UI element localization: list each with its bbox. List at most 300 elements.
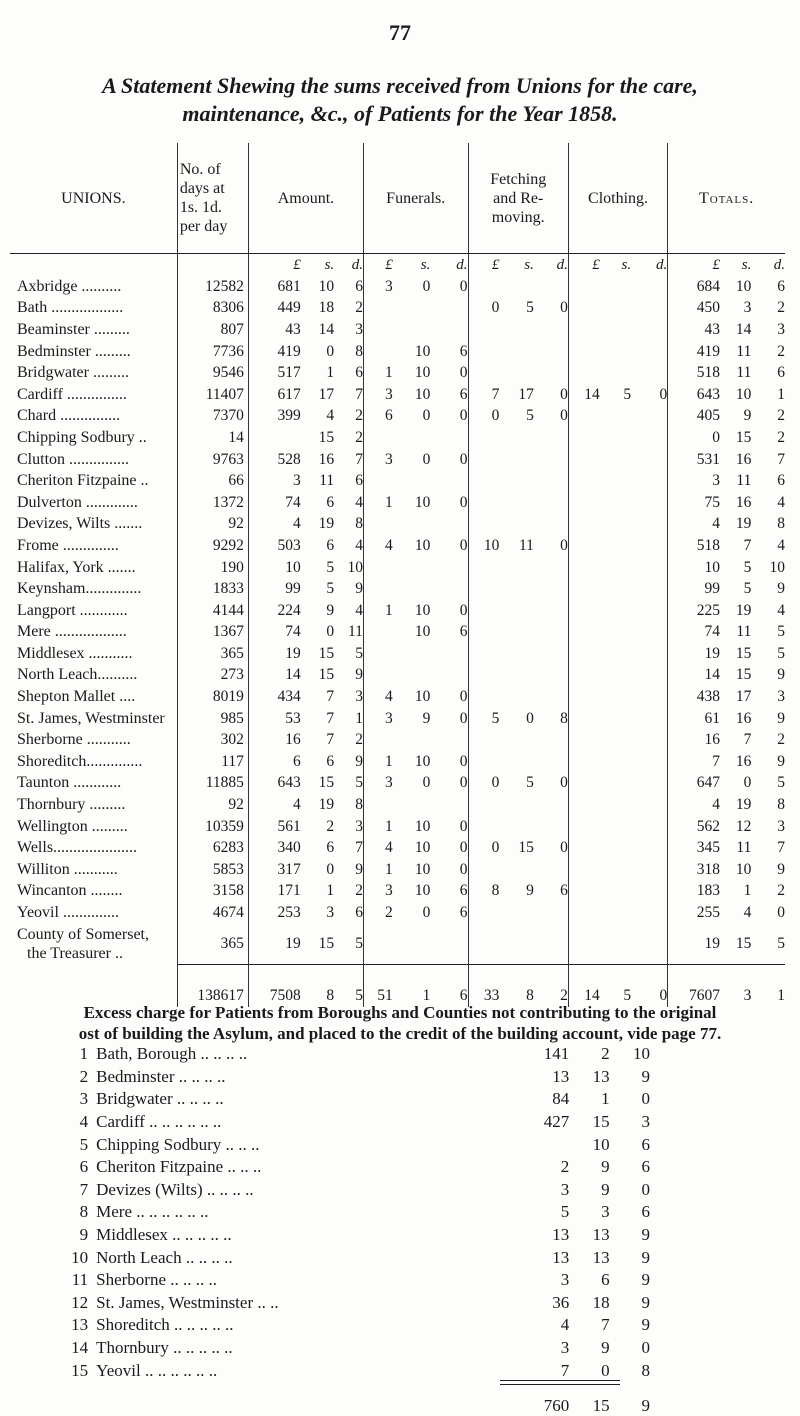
fetching-pounds bbox=[468, 643, 499, 665]
union-days: 11407 bbox=[177, 384, 248, 406]
list-item bbox=[50, 1156, 650, 1179]
union-name: Cardiff ............... bbox=[17, 385, 127, 403]
excess-item-name: Thornbury .. .. .. .. .. bbox=[96, 1338, 233, 1358]
total-shillings: 19 bbox=[735, 796, 752, 814]
amount-pence: 3 bbox=[355, 320, 363, 338]
total-pence: 3 bbox=[777, 320, 785, 338]
list-item bbox=[50, 1066, 650, 1089]
union-name: Yeovil .............. bbox=[17, 904, 119, 922]
total-pounds: 405 bbox=[668, 406, 720, 428]
table-row bbox=[10, 470, 785, 492]
union-days: 8306 bbox=[177, 298, 248, 320]
total-shillings: 7 bbox=[743, 536, 752, 554]
fetching-shillings bbox=[499, 449, 534, 471]
excess-total-double-rule bbox=[500, 1380, 620, 1385]
excess-item-pence: 9 bbox=[641, 1247, 650, 1267]
county-row bbox=[10, 924, 785, 965]
amount-shillings: 4 bbox=[326, 407, 335, 425]
fetching-shillings: 9 bbox=[526, 882, 534, 900]
union-days: 9763 bbox=[177, 449, 248, 471]
union-name: Wellington ......... bbox=[17, 817, 128, 835]
excess-charge-list bbox=[50, 1043, 650, 1416]
fetching-pounds bbox=[468, 470, 499, 492]
funerals-pounds: 6 bbox=[363, 406, 392, 428]
funerals-pounds bbox=[363, 665, 392, 687]
total-pence: 2 bbox=[777, 428, 785, 446]
union-name: Frome .............. bbox=[17, 536, 119, 554]
excess-item-name: Yeovil .. .. .. .. .. .. bbox=[96, 1360, 218, 1380]
funerals-shillings: 0 bbox=[422, 774, 431, 792]
table-row bbox=[10, 773, 785, 795]
unit-pence: d. bbox=[556, 256, 568, 273]
total-pounds: 450 bbox=[668, 298, 720, 320]
table-row bbox=[10, 557, 785, 579]
fetching-pounds: 8 bbox=[468, 881, 499, 903]
amount-pence: 6 bbox=[355, 904, 363, 922]
fetching-pounds bbox=[468, 794, 499, 816]
fetching-shillings bbox=[499, 859, 534, 881]
funerals-shillings: 9 bbox=[422, 709, 431, 727]
clothing-pounds bbox=[568, 643, 599, 665]
fetching-pence bbox=[534, 578, 569, 600]
total-pounds: 14 bbox=[668, 665, 720, 687]
clothing-pounds bbox=[568, 665, 599, 687]
unit-shilling: s. bbox=[420, 256, 431, 273]
amount-pounds: 434 bbox=[248, 686, 300, 708]
fetching-pence: 8 bbox=[560, 709, 568, 727]
amount-pence: 9 bbox=[355, 860, 363, 878]
total-pounds: 225 bbox=[668, 600, 720, 622]
funerals-pence bbox=[430, 470, 468, 492]
amount-pounds: 74 bbox=[248, 622, 300, 644]
total-shillings: 16 bbox=[735, 493, 752, 511]
amount-shillings: 15 bbox=[318, 774, 335, 792]
header-days-line-4: per day bbox=[179, 218, 228, 235]
union-days: 11885 bbox=[177, 773, 248, 795]
funerals-shillings: 10 bbox=[414, 385, 431, 403]
amount-pounds: 171 bbox=[248, 881, 300, 903]
clothing-pence bbox=[631, 902, 668, 924]
excess-item-name: Devizes (Wilts) .. .. .. .. bbox=[96, 1179, 254, 1199]
heading-line-1: A Statement Shewing the sums received from Unions for the care, bbox=[102, 73, 698, 98]
amount-pounds: 617 bbox=[248, 384, 300, 406]
funerals-pounds: 3 bbox=[363, 708, 392, 730]
total-pounds: 43 bbox=[668, 319, 720, 341]
total-pence: 10 bbox=[769, 558, 785, 576]
funerals-pounds bbox=[363, 427, 392, 449]
total-shillings: 3 bbox=[743, 299, 752, 317]
funerals-pence bbox=[430, 514, 468, 536]
fetching-shillings bbox=[499, 622, 534, 644]
fetching-pence: 0 bbox=[560, 385, 568, 403]
table-row bbox=[10, 514, 785, 536]
funerals-shillings: 0 bbox=[422, 277, 431, 295]
fetching-pence bbox=[534, 362, 569, 384]
header-unions: UNIONS. bbox=[10, 143, 177, 254]
amount-shillings: 6 bbox=[326, 752, 335, 770]
amount-pence: 4 bbox=[355, 536, 363, 554]
fetching-shillings bbox=[499, 470, 534, 492]
excess-item-number: 8 bbox=[79, 1202, 89, 1222]
funerals-pence: 0 bbox=[459, 536, 468, 554]
excess-item-name: Cheriton Fitzpaine .. .. .. bbox=[96, 1157, 262, 1177]
funerals-shillings: 10 bbox=[414, 536, 431, 554]
union-name: Chard ............... bbox=[17, 407, 121, 425]
union-days: 14 bbox=[177, 427, 248, 449]
clothing-pence bbox=[631, 837, 668, 859]
amount-shillings: 0 bbox=[326, 623, 335, 641]
excess-item-number: 5 bbox=[79, 1134, 89, 1154]
funerals-pence: 0 bbox=[459, 709, 468, 727]
amount-pence: 7 bbox=[355, 385, 363, 403]
clothing-pounds bbox=[568, 341, 599, 363]
excess-item-pence: 9 bbox=[641, 1066, 650, 1086]
funerals-pounds bbox=[363, 470, 392, 492]
excess-item-number: 15 bbox=[71, 1360, 89, 1380]
funerals-pounds bbox=[363, 643, 392, 665]
funerals-pence: 6 bbox=[459, 623, 468, 641]
excess-item-shillings: 7 bbox=[601, 1315, 610, 1335]
total-shillings: 19 bbox=[735, 515, 752, 533]
fetching-pounds bbox=[468, 600, 499, 622]
union-name: Shoreditch.............. bbox=[17, 752, 143, 770]
amount-shillings: 5 bbox=[326, 558, 335, 576]
fetching-pence bbox=[534, 514, 569, 536]
excess-item-pounds: 141 bbox=[543, 1044, 570, 1064]
totals-amount-pence: 5 bbox=[334, 964, 363, 1007]
fetching-pence bbox=[534, 341, 569, 363]
table-row bbox=[10, 600, 785, 622]
fetching-shillings: 5 bbox=[526, 774, 534, 792]
amount-pence: 1 bbox=[355, 709, 363, 727]
fetching-shillings bbox=[499, 794, 534, 816]
funerals-shillings: 10 bbox=[414, 882, 431, 900]
amount-pounds: 19 bbox=[248, 643, 300, 665]
amount-shillings: 0 bbox=[326, 860, 335, 878]
clothing-pence bbox=[631, 794, 668, 816]
total-shillings: 15 bbox=[735, 428, 752, 446]
totals-fetching-pence: 2 bbox=[534, 964, 569, 1007]
amount-pounds: 16 bbox=[248, 729, 300, 751]
excess-note-line-2: ost of building the Asylum, and placed to the credit of the building account, vide page 77. bbox=[78, 1024, 722, 1043]
clothing-shillings bbox=[600, 686, 631, 708]
funerals-shillings: 0 bbox=[422, 904, 431, 922]
clothing-pence bbox=[631, 341, 668, 363]
excess-item-shillings: 18 bbox=[592, 1292, 610, 1312]
amount-shillings: 7 bbox=[326, 709, 335, 727]
total-pounds: 7 bbox=[668, 751, 720, 773]
total-pence: 2 bbox=[777, 882, 785, 900]
excess-item-name: Sherborne .. .. .. .. bbox=[96, 1270, 218, 1290]
fetching-shillings bbox=[499, 341, 534, 363]
amount-pence: 2 bbox=[355, 882, 363, 900]
clothing-pence bbox=[631, 427, 668, 449]
unit-shilling: s. bbox=[621, 256, 632, 273]
amount-pounds: 224 bbox=[248, 600, 300, 622]
clothing-shillings bbox=[600, 406, 631, 428]
clothing-pounds bbox=[568, 406, 599, 428]
unit-blank bbox=[10, 254, 177, 277]
total-shillings: 17 bbox=[735, 688, 752, 706]
excess-item-pence: 8 bbox=[641, 1360, 650, 1380]
funerals-pounds bbox=[363, 729, 392, 751]
excess-item-name: Bath, Borough .. .. .. .. bbox=[96, 1044, 248, 1064]
amount-shillings: 1 bbox=[326, 882, 335, 900]
excess-item-name: Middlesex .. .. .. .. .. bbox=[96, 1225, 232, 1245]
clothing-pounds: 14 bbox=[568, 384, 599, 406]
clothing-pounds bbox=[568, 514, 599, 536]
county-total-pounds: 19 bbox=[668, 924, 720, 965]
fetching-pence bbox=[534, 859, 569, 881]
total-pounds: 19 bbox=[668, 643, 720, 665]
funerals-shillings bbox=[393, 729, 431, 751]
table-body bbox=[10, 254, 785, 924]
total-pence: 4 bbox=[777, 536, 785, 554]
list-item bbox=[50, 1246, 650, 1269]
excess-item-pounds bbox=[477, 1133, 569, 1156]
header-fetching-line-2: and Re- bbox=[493, 189, 544, 207]
fetching-pounds: 0 bbox=[468, 773, 499, 795]
fetching-pounds: 10 bbox=[468, 535, 499, 557]
union-days: 4674 bbox=[177, 902, 248, 924]
amount-shillings: 15 bbox=[318, 666, 335, 684]
funerals-pounds: 2 bbox=[363, 902, 392, 924]
fetching-shillings bbox=[499, 751, 534, 773]
funerals-pounds: 3 bbox=[363, 773, 392, 795]
unit-pound: £ bbox=[363, 254, 392, 277]
amount-pounds: 43 bbox=[248, 319, 300, 341]
funerals-shillings bbox=[393, 557, 431, 579]
total-pence: 6 bbox=[777, 364, 785, 382]
union-statement-table bbox=[10, 143, 785, 1007]
table-row bbox=[10, 837, 785, 859]
fetching-shillings bbox=[499, 427, 534, 449]
amount-pounds bbox=[248, 427, 300, 449]
funerals-shillings bbox=[393, 794, 431, 816]
clothing-pounds bbox=[568, 427, 599, 449]
fetching-pence bbox=[534, 622, 569, 644]
list-item bbox=[50, 1088, 650, 1111]
clothing-pounds bbox=[568, 686, 599, 708]
union-name: Middlesex ........... bbox=[17, 644, 133, 662]
funerals-shillings: 10 bbox=[414, 364, 431, 382]
total-shillings: 10 bbox=[735, 277, 752, 295]
funerals-pounds: 3 bbox=[363, 276, 392, 298]
table-row bbox=[10, 643, 785, 665]
excess-item-number: 10 bbox=[71, 1247, 89, 1267]
amount-pence: 8 bbox=[355, 515, 363, 533]
fetching-pence bbox=[534, 600, 569, 622]
total-shillings: 10 bbox=[735, 385, 752, 403]
total-pounds: 562 bbox=[668, 816, 720, 838]
totals-fetching-shillings: 8 bbox=[499, 964, 534, 1007]
fetching-shillings: 5 bbox=[526, 407, 534, 425]
table-row bbox=[10, 881, 785, 903]
fetching-pence bbox=[534, 794, 569, 816]
funerals-pounds: 1 bbox=[363, 816, 392, 838]
fetching-pounds bbox=[468, 514, 499, 536]
union-name: Mere .................. bbox=[17, 623, 127, 641]
clothing-pounds bbox=[568, 276, 599, 298]
funerals-shillings: 10 bbox=[414, 817, 431, 835]
clothing-shillings bbox=[600, 773, 631, 795]
amount-pounds: 449 bbox=[248, 298, 300, 320]
excess-item-pence: 9 bbox=[641, 1270, 650, 1290]
list-item bbox=[50, 1133, 650, 1156]
amount-shillings: 15 bbox=[318, 644, 335, 662]
clothing-shillings bbox=[600, 794, 631, 816]
excess-item-pence: 0 bbox=[641, 1179, 650, 1199]
fetching-pounds: 5 bbox=[468, 708, 499, 730]
total-shillings: 11 bbox=[736, 472, 752, 490]
clothing-pounds bbox=[568, 622, 599, 644]
table-row bbox=[10, 816, 785, 838]
fetching-shillings: 0 bbox=[526, 709, 534, 727]
fetching-pounds: 0 bbox=[468, 298, 499, 320]
fetching-shillings bbox=[499, 643, 534, 665]
excess-total-pounds: 760 bbox=[543, 1395, 570, 1415]
total-pence: 8 bbox=[777, 515, 785, 533]
fetching-pence bbox=[534, 729, 569, 751]
totals-days: 138617 bbox=[177, 964, 248, 1007]
clothing-pounds bbox=[568, 859, 599, 881]
amount-pence: 6 bbox=[355, 472, 363, 490]
fetching-pence bbox=[534, 470, 569, 492]
amount-shillings: 11 bbox=[319, 472, 335, 490]
clothing-shillings bbox=[600, 298, 631, 320]
fetching-pounds bbox=[468, 319, 499, 341]
union-name: Wells..................... bbox=[17, 839, 138, 857]
fetching-pence bbox=[534, 319, 569, 341]
total-pounds: 255 bbox=[668, 902, 720, 924]
list-item bbox=[50, 1043, 650, 1066]
unit-pound: £ bbox=[468, 254, 499, 277]
fetching-pounds bbox=[468, 686, 499, 708]
union-name: Thornbury ......... bbox=[17, 796, 126, 814]
fetching-pounds bbox=[468, 578, 499, 600]
clothing-shillings bbox=[600, 276, 631, 298]
totals-funerals-pounds: 51 bbox=[363, 964, 392, 1007]
fetching-pounds bbox=[468, 341, 499, 363]
funerals-shillings bbox=[393, 578, 431, 600]
amount-shillings: 3 bbox=[326, 904, 335, 922]
table-row bbox=[10, 492, 785, 514]
clothing-pence bbox=[631, 319, 668, 341]
total-shillings: 16 bbox=[735, 450, 752, 468]
total-shillings: 11 bbox=[736, 342, 752, 360]
union-name: Sherborne ........... bbox=[17, 731, 131, 749]
amount-pence: 7 bbox=[355, 450, 363, 468]
funerals-pounds: 1 bbox=[363, 751, 392, 773]
clothing-pounds bbox=[568, 751, 599, 773]
union-name: Cheriton Fitzpaine .. bbox=[17, 472, 149, 490]
funerals-shillings: 10 bbox=[414, 688, 431, 706]
amount-pence: 9 bbox=[355, 580, 363, 598]
fetching-pence: 0 bbox=[560, 839, 568, 857]
fetching-pence: 6 bbox=[560, 882, 568, 900]
amount-shillings: 7 bbox=[326, 688, 335, 706]
total-pounds: 518 bbox=[668, 362, 720, 384]
total-pounds: 10 bbox=[668, 557, 720, 579]
fetching-pounds bbox=[468, 859, 499, 881]
totals-funerals-pence: 6 bbox=[430, 964, 468, 1007]
funerals-pence bbox=[430, 578, 468, 600]
fetching-shillings: 15 bbox=[518, 839, 534, 857]
clothing-pence bbox=[631, 773, 668, 795]
header-days-line-1: No. of bbox=[179, 161, 221, 178]
total-pounds: 531 bbox=[668, 449, 720, 471]
total-pence: 6 bbox=[777, 277, 785, 295]
fetching-shillings bbox=[499, 362, 534, 384]
fetching-pounds bbox=[468, 362, 499, 384]
funerals-shillings bbox=[393, 643, 431, 665]
clothing-shillings bbox=[600, 859, 631, 881]
union-name: Shepton Mallet .... bbox=[17, 688, 136, 706]
amount-pounds: 399 bbox=[248, 406, 300, 428]
total-pounds: 4 bbox=[668, 794, 720, 816]
funerals-pence: 6 bbox=[459, 385, 468, 403]
fetching-pounds bbox=[468, 751, 499, 773]
excess-item-shillings: 3 bbox=[601, 1202, 610, 1222]
clothing-pounds bbox=[568, 600, 599, 622]
union-days: 92 bbox=[177, 514, 248, 536]
amount-shillings: 6 bbox=[326, 839, 335, 857]
funerals-pounds: 3 bbox=[363, 881, 392, 903]
excess-item-pounds: 84 bbox=[552, 1089, 570, 1109]
clothing-pence bbox=[631, 298, 668, 320]
header-amount: Amount. bbox=[248, 143, 363, 254]
clothing-shillings bbox=[600, 514, 631, 536]
clothing-pounds bbox=[568, 492, 599, 514]
funerals-shillings bbox=[393, 470, 431, 492]
fetching-pence: 0 bbox=[560, 536, 568, 554]
table-row bbox=[10, 362, 785, 384]
unit-blank bbox=[177, 254, 248, 277]
total-pounds: 684 bbox=[668, 276, 720, 298]
amount-pounds: 340 bbox=[248, 837, 300, 859]
union-days: 807 bbox=[177, 319, 248, 341]
amount-pence: 4 bbox=[355, 493, 363, 511]
amount-shillings: 17 bbox=[318, 385, 335, 403]
union-days: 92 bbox=[177, 794, 248, 816]
union-name: Langport ............ bbox=[17, 601, 128, 619]
table-row bbox=[10, 535, 785, 557]
table-row bbox=[10, 729, 785, 751]
county-amount-pounds: 19 bbox=[248, 924, 300, 965]
fetching-pounds bbox=[468, 427, 499, 449]
excess-item-pounds: 5 bbox=[560, 1202, 570, 1222]
fetching-pounds bbox=[468, 449, 499, 471]
excess-item-name: Cardiff .. .. .. .. .. .. bbox=[96, 1112, 222, 1132]
header-days-line-2: days at bbox=[179, 180, 225, 197]
totals-amount-pounds: 7508 bbox=[248, 964, 300, 1007]
excess-item-shillings: 2 bbox=[601, 1044, 610, 1064]
union-days: 8019 bbox=[177, 686, 248, 708]
clothing-pence bbox=[631, 470, 668, 492]
funerals-pounds bbox=[363, 578, 392, 600]
excess-item-shillings: 13 bbox=[592, 1225, 610, 1245]
clothing-shillings bbox=[600, 708, 631, 730]
funerals-shillings: 10 bbox=[414, 623, 431, 641]
excess-item-pounds: 427 bbox=[543, 1112, 570, 1132]
header-fetching-line-1: Fetching bbox=[490, 170, 547, 188]
amount-pounds: 6 bbox=[248, 751, 300, 773]
list-item bbox=[50, 1359, 650, 1382]
header-fetching bbox=[468, 143, 568, 254]
union-name: North Leach.......... bbox=[17, 666, 138, 684]
total-shillings: 10 bbox=[735, 860, 752, 878]
funerals-pence bbox=[430, 643, 468, 665]
